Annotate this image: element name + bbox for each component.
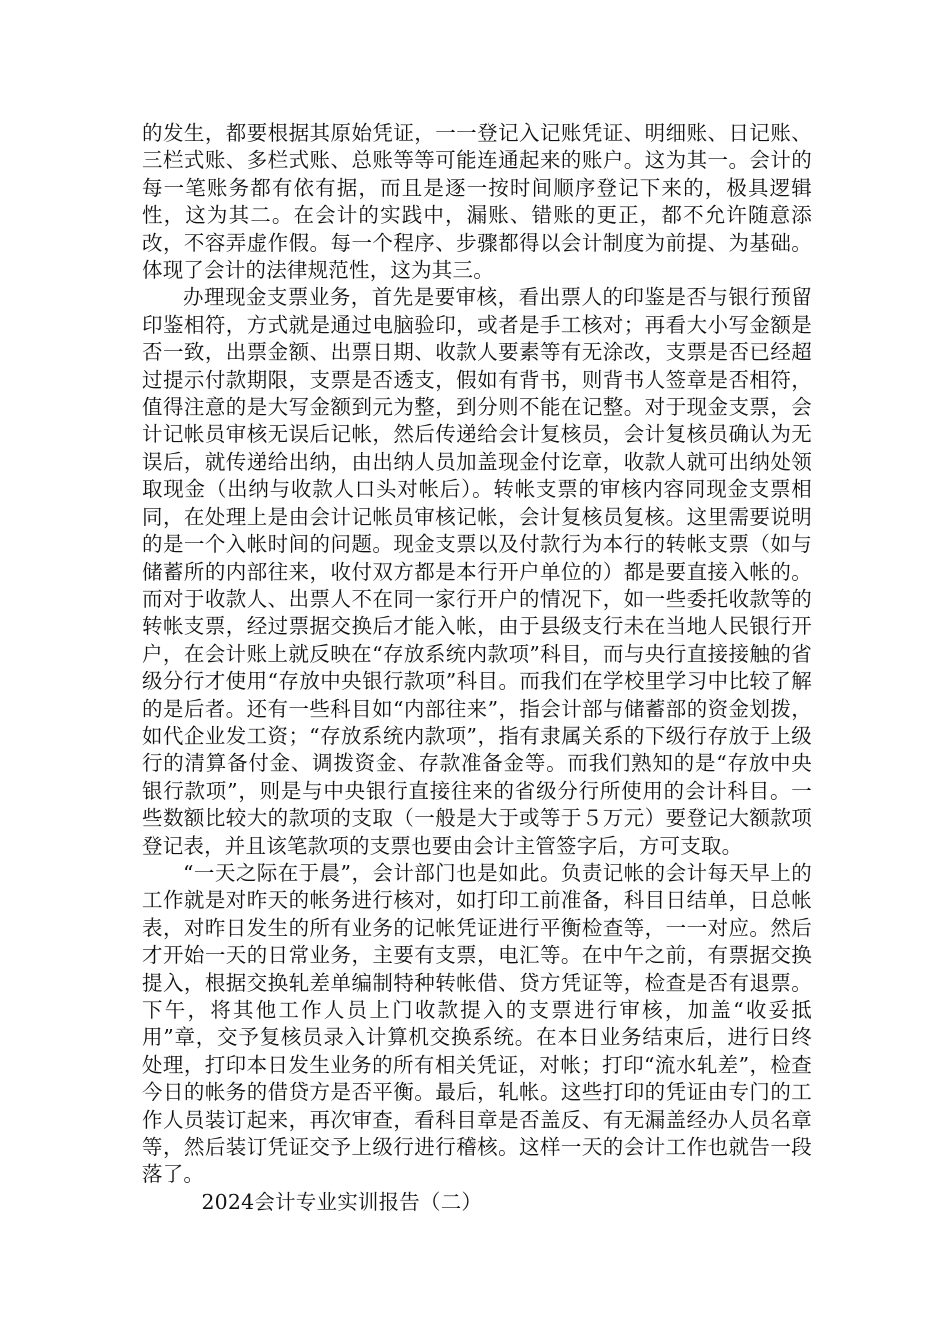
paragraph-daily-routine: “一天之际在于晨”，会计部门也是如此。负责记帐的会计每天早上的工作就是对昨天的帐务进行核对，如打印工前准备，科目日结单，日总帐表，对昨日发生的所有业务的记帐凭证进行平衡检查等，一一对应。然后才开始一天的日常业务，主要有支票，电汇等。在中午之前，有票据交换提入，根据交换轧差单编制特种转帐借、贷方凭证等，检查是否有退票。下午，将其他工作人员上门收款提入的支票进行审核，加盖“收妥抵用”章，交予复核员录入计算机交换系统。在本日业务结束后，进行日终处理，打印本日发生业务的所有相关凭证，对帐；打印“流水轧差”，检查今日的帐务的借贷方是否平衡。最后，轧帐。这些打印的凭证由专门的工作人员装订起来，再次审查，看科目章是否盖反、有无漏盖经办人员名章等，然后装订凭证交予上级行进行稽核。这样一天的会计工作也就告一段落了。 — [142, 860, 812, 1187]
paragraph-check-review: 办理现金支票业务，首先是要审核，看出票人的印鉴是否与银行预留印鉴相符，方式就是通过电脑验印，或者是手工核对；再看大小写金额是否一致，出票金额、出票日期、收款人要素等有无涂改，支票是否已经超过提示付款期限，支票是否透支，假如有背书，则背书人签章是否相符，值得注意的是大写金额到元为整，到分则不能在记整。对于现金支票，会计记帐员审核无误后记帐，然后传递给会计复核员，会计复核员确认为无误后，就传递给出纳，由出纳人员加盖现金付讫章，收款人就可出纳处领取现金（出纳与收款人口头对帐后）。转帐支票的审核内容同现金支票相同，在处理上是由会计记帐员审核记帐，会计复核员复核。这里需要说明的是一个入帐时间的问题。现金支票以及付款行为本行的转帐支票（如与储蓄所的内部往来，收付双方都是本行开户单位的）都是要直接入帐的。而对于收款人、出票人不在同一家行开户的情况下，如一些委托收款等的转帐支票，经过票据交换后才能入帐，由于县级支行未在当地人民银行开户，在会计账上就反映在“存放系统内款项”科目，而与央行直接接触的省级分行才使用“存放中央银行款项”科目。而我们在学校里学习中比较了解的是后者。还有一些科目如“内部往来”，指会计部与储蓄部的资金划拨，如代企业发工资；“存放系统内款项”，指有隶属关系的下级行存放于上级行的清算备付金、调拨资金、存款准备金等。而我们熟知的是“存放中央银行款项”，则是与中央银行直接往来的省级分行所使用的会计科目。一些数额比较大的款项的支取（一般是大于或等于５万元）要登记大额款项登记表，并且该笔款项的支票也要由会计主管签字后，方可支取。 — [142, 285, 812, 858]
document-page — [142, 120, 812, 1216]
section-heading: 2024会计专业实训报告（二） — [201, 1189, 483, 1214]
paragraph-continuation: 的发生，都要根据其原始凭证，一一登记入记账凭证、明细账、日记账、三栏式账、多栏式账、总账等等可能连通起来的账户。这为其一。会计的每一笔账务都有依有据，而且是逐一按时间顺序登记下来的，极具逻辑性，这为其二。在会计的实践中，漏账、错账的更正，都不允许随意添改，不容弄虚作假。每一个程序、步骤都得以会计制度为前提、为基础。体现了会计的法律规范性，这为其三。 — [142, 121, 812, 283]
